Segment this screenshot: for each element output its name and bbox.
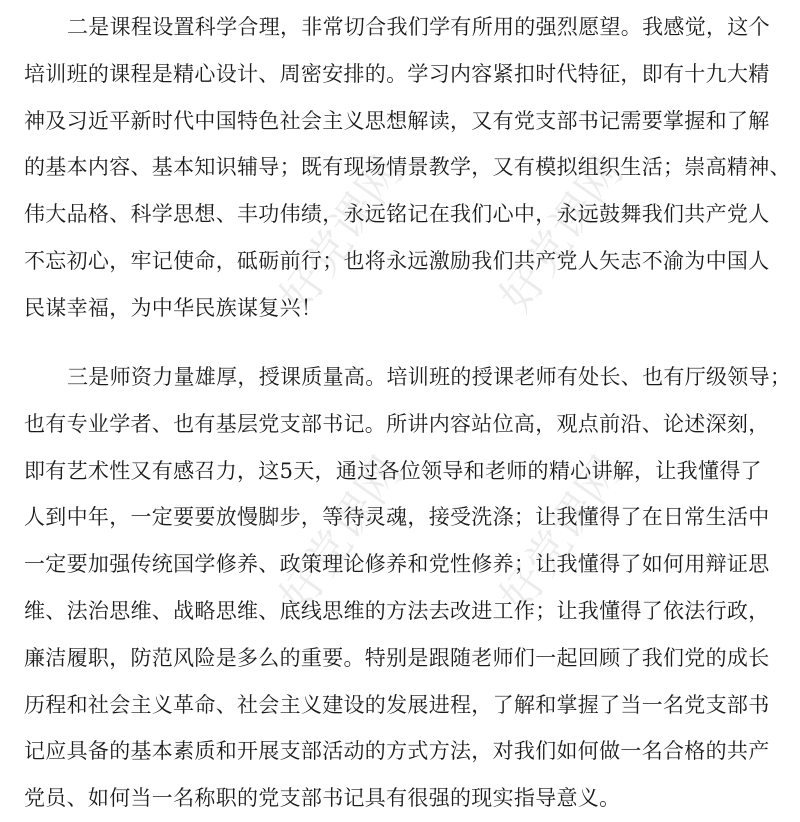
text-line: 培训班的课程是精心设计、周密安排的。学习内容紧扣时代特征，即有十九大精 [24, 61, 770, 86]
text-line: 的基本内容、基本知识辅导；既有现场情景教学，又有模拟组织生活；崇高精神、 [24, 155, 791, 180]
text-line: 二是课程设置科学合理，非常切合我们学有所用的强烈愿望。我感觉，这个 [67, 15, 770, 39]
text-line: 党员、如何当一名称职的党支部书记具有很强的现实指导意义。 [24, 786, 621, 811]
paragraph-teachers [24, 354, 792, 822]
text-line: 廉洁履职，防范风险是多么的重要。特别是跟随老师们一起回顾了我们党的成长 [24, 645, 770, 670]
text-line: 记应具备的基本素质和开展支部活动的方式方法，对我们如何做一名合格的共产 [24, 739, 770, 764]
watermark-text: 好党课网 [490, 447, 634, 622]
text-line: 也有专业学者、也有基层党支部书记。所讲内容站位高，观点前沿、论述深刻， [24, 411, 770, 436]
text-line: 神及习近平新时代中国特色社会主义思想解读，又有党支部书记需要掌握和了解 [24, 108, 770, 133]
text-line: 伟大品格、科学思想、丰功伟绩，永远铭记在我们心中，永远鼓舞我们共产党人 [24, 202, 770, 227]
text-line: 人到中年，一定要要放慢脚步，等待灵魂，接受洗涤；让我懂得了在日常生活中 [24, 505, 770, 530]
text-line: 不忘初心，牢记使命，砥砺前行；也将永远激励我们共产党人矢志不渝为中国人 [24, 248, 770, 273]
text-line: 民谋幸福，为中华民族谋复兴！ [24, 295, 323, 320]
text-line: 维、法治思维、战略思维、底线思维的方法去改进工作；让我懂得了依法行政， [24, 598, 770, 623]
text-line: 历程和社会主义革命、社会主义建设的发展进程，了解和掌握了当一名党支部书 [24, 692, 770, 717]
watermark-text: 好党课网 [490, 147, 634, 322]
text-line: 即有艺术性又有感召力，这5天，通过各位领导和老师的精心讲解，让我懂得了 [24, 458, 762, 483]
paragraph-course-design [24, 4, 791, 332]
text-line: 一定要加强传统国学修养、政策理论修养和党性修养；让我懂得了如何用辩证思 [24, 552, 770, 577]
watermark-text: 好党课网 [270, 447, 414, 622]
text-line: 三是师资力量雄厚，授课质量高。培训班的授课老师有处长、也有厅级领导； [67, 365, 792, 389]
watermark-text: 好党课网 [270, 147, 414, 322]
